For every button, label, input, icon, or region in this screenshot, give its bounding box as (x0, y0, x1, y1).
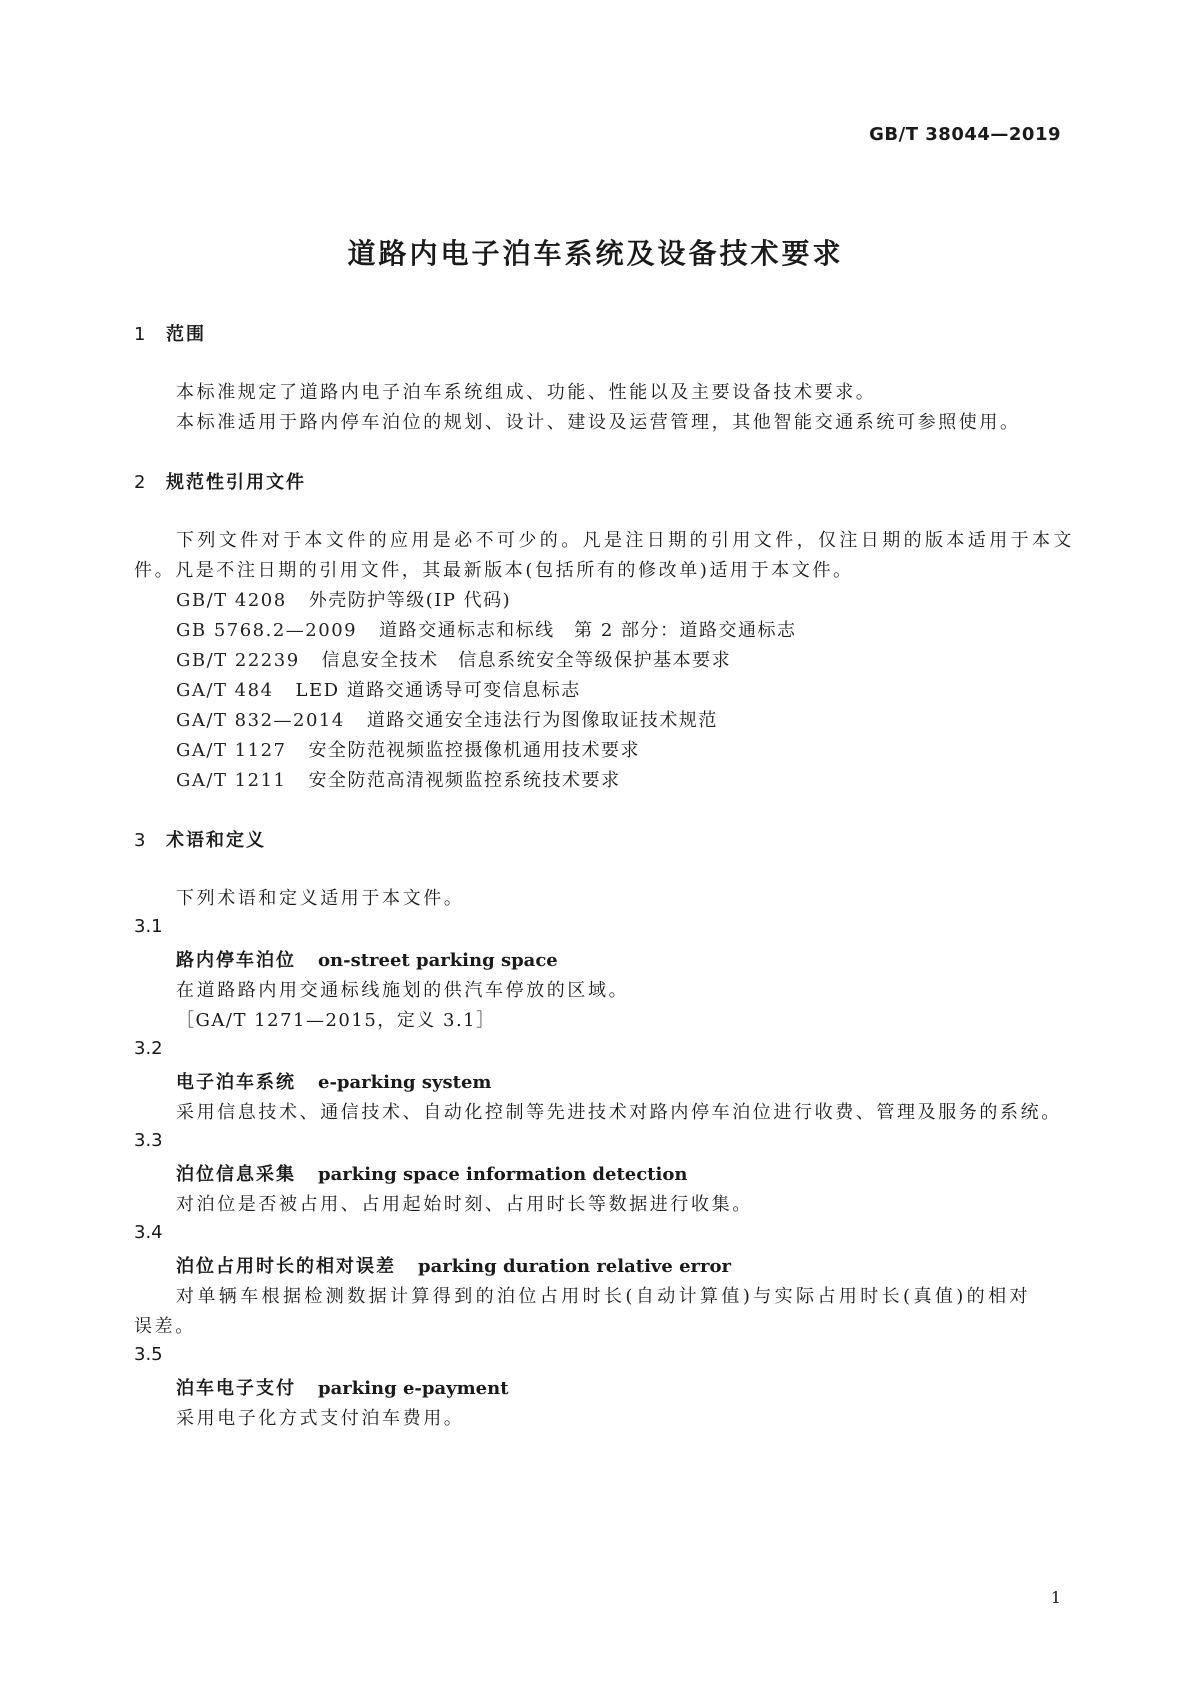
reference-item (176, 736, 640, 762)
page-number: 1 (1050, 1588, 1061, 1607)
reference-code: GB 5768.2—2009 (176, 620, 358, 641)
term-definition: 采用电子化方式支付泊车费用。 (176, 1408, 465, 1429)
reference-title: 信息安全技术 信息系统安全等级保护基本要求 (321, 650, 732, 671)
reference-title: LED 道路交通诱导可变信息标志 (295, 680, 581, 701)
term-definition: 采用信息技术、通信技术、自动化控制等先进技术对路内停车泊位进行收费、管理及服务的系统。 (176, 1102, 1062, 1123)
scope-paragraph-1: 本标准规定了道路内电子泊车系统组成、功能、性能以及主要设备技术要求。 (176, 382, 877, 403)
term-en: e-parking system (318, 1072, 492, 1093)
term-heading (176, 1068, 491, 1094)
references-intro-line-2: 件。凡是不注日期的引用文件，其最新版本(包括所有的修改单)适用于本文件。 (134, 560, 854, 581)
section-title: 范围 (166, 324, 206, 345)
term-heading (176, 1160, 687, 1186)
term-number: 3.5 (134, 1344, 163, 1365)
standard-code: GB/T 38044—2019 (869, 124, 1061, 145)
scope-paragraph-2: 本标准适用于路内停车泊位的规划、设计、建设及运营管理，其他智能交通系统可参照使用。 (176, 412, 1021, 433)
term-en: parking space information detection (318, 1164, 688, 1185)
references-intro-line-1: 下列文件对于本文件的应用是必不可少的。凡是注日期的引用文件，仅注日期的版本适用于本文 (176, 530, 1075, 551)
reference-title: 安全防范视频监控摄像机通用技术要求 (308, 740, 640, 761)
section-title: 术语和定义 (166, 830, 266, 851)
term-zh: 泊车电子支付 (176, 1378, 296, 1399)
reference-item (176, 676, 581, 702)
reference-title: 安全防范高清视频监控系统技术要求 (308, 770, 621, 791)
term-zh: 路内停车泊位 (176, 950, 296, 971)
reference-item (176, 646, 731, 672)
reference-code: GB/T 22239 (176, 650, 300, 671)
reference-code: GA/T 1211 (176, 770, 287, 791)
term-definition-line-1: 对单辆车根据检测数据计算得到的泊位占用时长(自动计算值)与实际占用时长(真值)的相对 (176, 1286, 1031, 1307)
reference-code: GA/T 484 (176, 680, 274, 701)
reference-title: 外壳防护等级(IP 代码) (308, 590, 512, 611)
term-en: on-street parking space (318, 950, 558, 971)
term-number: 3.2 (134, 1038, 163, 1059)
term-definition: 在道路路内用交通标线施划的供汽车停放的区域。 (176, 980, 630, 1001)
term-definition: 对泊位是否被占用、占用起始时刻、占用时长等数据进行收集。 (176, 1194, 753, 1215)
term-definition-line-2: 误差。 (134, 1316, 196, 1337)
term-number: 3.3 (134, 1130, 163, 1151)
reference-code: GB/T 4208 (176, 590, 287, 611)
section-heading-normative-references (134, 468, 306, 494)
reference-title: 道路交通安全违法行为图像取证技术规范 (366, 710, 718, 731)
section-number: 3 (134, 830, 148, 851)
term-source: ［GA/T 1271—2015，定义 3.1］ (176, 1010, 496, 1031)
section-heading-scope (134, 320, 206, 346)
reference-code: GA/T 832—2014 (176, 710, 345, 731)
term-number: 3.1 (134, 916, 163, 937)
terms-intro: 下列术语和定义适用于本文件。 (176, 888, 465, 909)
term-en: parking e-payment (318, 1378, 509, 1399)
term-heading (176, 946, 558, 972)
reference-item (176, 616, 797, 642)
reference-item (176, 586, 511, 612)
section-number: 1 (134, 324, 148, 345)
reference-title: 道路交通标志和标线 第 2 部分：道路交通标志 (379, 620, 797, 641)
term-zh: 泊位占用时长的相对误差 (176, 1256, 396, 1277)
term-heading (176, 1252, 731, 1278)
section-title: 规范性引用文件 (166, 472, 306, 493)
section-number: 2 (134, 472, 148, 493)
reference-item (176, 706, 718, 732)
term-zh: 电子泊车系统 (176, 1072, 296, 1093)
reference-item (176, 766, 620, 792)
section-heading-terms-and-definitions (134, 826, 266, 852)
reference-code: GA/T 1127 (176, 740, 287, 761)
term-en: parking duration relative error (418, 1256, 731, 1277)
term-zh: 泊位信息采集 (176, 1164, 296, 1185)
term-number: 3.4 (134, 1222, 163, 1243)
term-heading (176, 1374, 509, 1400)
document-title: 道路内电子泊车系统及设备技术要求 (347, 237, 844, 270)
